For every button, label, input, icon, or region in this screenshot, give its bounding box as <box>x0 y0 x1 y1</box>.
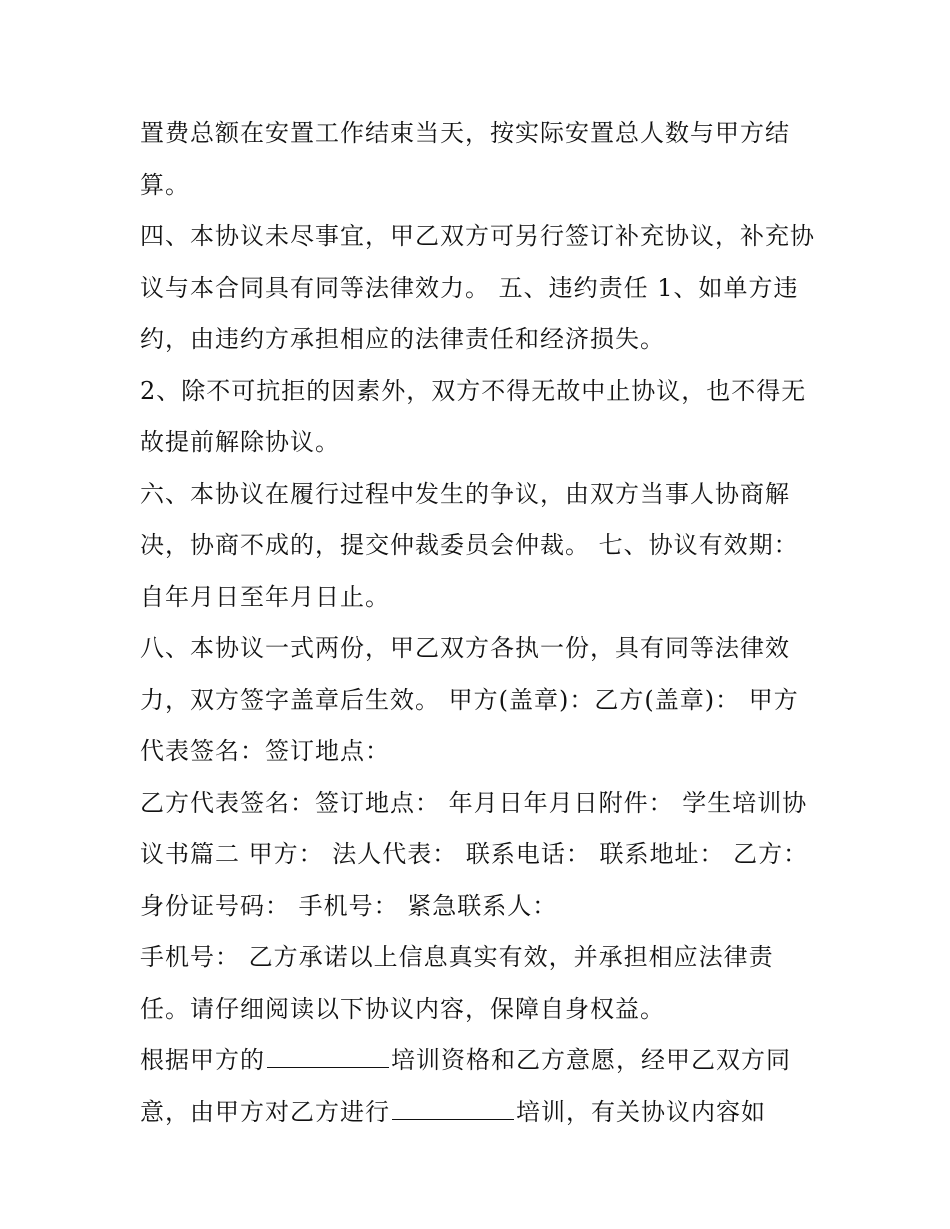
document-body <box>140 108 840 1138</box>
text-line-with-blank <box>140 1087 840 1139</box>
text-line: 自年月日至年月日止。 <box>140 582 390 611</box>
text-segment: 根据甲方的 <box>140 1046 265 1074</box>
text-line: 议与本合同具有同等法律效力。 五、违约责任 1、如单方违 <box>140 273 799 302</box>
text-segment: 意，由甲方对乙方进行 <box>140 1097 390 1126</box>
text-line: 身份证号码： 手机号： 紧急联系人： <box>140 891 558 920</box>
text-line: 2、除不可抗拒的因素外，双方不得无故中止协议，也不得无 <box>140 376 807 405</box>
text-segment: 培训，有关协议内容如 <box>516 1097 766 1126</box>
fill-in-blank <box>392 1097 514 1120</box>
text-line: 议书篇二 甲方： 法人代表： 联系电话： 联系地址： 乙方： <box>140 840 809 868</box>
text-line: 四、本协议未尽事宜，甲乙双方可另行签订补充协议，补充协 <box>140 222 815 250</box>
text-line: 手机号： 乙方承诺以上信息真实有效，并承担相应法律责 <box>140 943 774 971</box>
text-line: 故提前解除协议。 <box>140 428 340 456</box>
text-line: 任。请仔细阅读以下协议内容，保障自身权益。 <box>140 994 665 1023</box>
text-line-with-blank <box>140 1035 840 1087</box>
text-line: 决，协商不成的，提交仲裁委员会仲裁。 七、协议有效期： <box>140 531 799 559</box>
fill-in-blank <box>267 1045 389 1068</box>
text-line: 六、本协议在履行过程中发生的争议，由双方当事人协商解 <box>140 479 790 508</box>
text-segment: 培训资格和乙方意愿，经甲乙双方同 <box>391 1046 791 1074</box>
text-line: 力，双方签字盖章后生效。 甲方(盖章)：乙方(盖章)： 甲方 <box>140 685 799 714</box>
text-line: 乙方代表签名：签订地点： 年月日年月日附件： 学生培训协 <box>140 788 808 817</box>
text-line: 置费总额在安置工作结束当天，按实际安置总人数与甲方结 <box>140 119 790 147</box>
text-line: 代表签名：签订地点： <box>140 737 390 765</box>
text-line: 八、本协议一式两份，甲乙双方各执一份，具有同等法律效 <box>140 634 790 662</box>
text-line: 算。 <box>140 170 190 199</box>
text-line: 约，由违约方承担相应的法律责任和经济损失。 <box>140 325 665 353</box>
